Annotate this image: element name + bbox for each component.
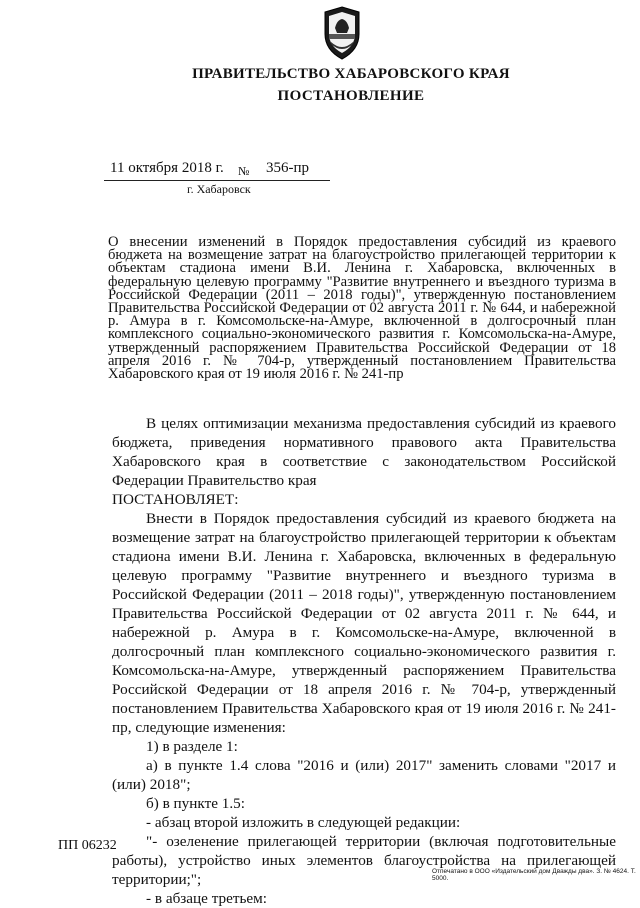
item-1a: а) в пункте 1.4 слова "2016 и (или) 2017" заменить словами "2017 и (или) 2018";: [112, 757, 616, 793]
document-number: 356-пр: [266, 160, 310, 176]
document-date: 11 октября 2018 г.: [110, 160, 224, 176]
item-1: 1) в разделе 1:: [146, 738, 238, 755]
item-1b-second-dash: - в абзаце третьем:: [146, 890, 267, 907]
number-sign: №: [238, 164, 250, 178]
item-1b-first-dash: - абзац второй изложить в следующей редакции:: [146, 814, 461, 831]
preamble-paragraph: В целях оптимизации механизма предоставления субсидий из краевого бюджета, приведения нормативного правового акта Правительства Хабаровского края в соответствие с законодательством Российской Федерации Правительство края: [112, 415, 616, 489]
item-1b-quote: "- озеленение прилегающей территории (включая подготовительные работы), устройство иных элементов благоустройства на прилегающей территории;";: [112, 833, 616, 888]
document-type-heading: ПОСТАНОВЛЕНИЕ: [277, 88, 425, 104]
resolves-heading: ПОСТАНОВЛЯЕТ:: [112, 491, 239, 508]
document-city: г. Хабаровск: [187, 182, 251, 196]
government-heading: ПРАВИТЕЛЬСТВО ХАБАРОВСКОГО КРАЯ: [192, 66, 510, 82]
pp-code: ПП 06232: [58, 838, 117, 853]
printer-footer: Отпечатано в ООО «Издательский дом Дважды два». З. № 4624. Т. 5000.: [432, 868, 636, 882]
document-body: [112, 414, 616, 908]
coat-of-arms-emblem: [321, 6, 363, 60]
main-paragraph: Внести в Порядок предоставления субсидий из краевого бюджета на возмещение затрат на благоустройство прилегающей территории к объектам стадиона имени В.И. Ленина г. Хабаровска, включенных в федеральную целевую программу "Развитие внутреннего и въездного туризма в Российской Федерации (2011 – 2018 годы)", утвержденную постановлением Правительства Российской Федерации от 02 августа 2011 г. № 644, и набережной р. Амура в г. Комсомольске-на-Амуре, включенной в долгосрочный план комплексного социально-экономического развития г. Комсомольска-на-Амуре, утвержденный распоряжением Правительства Российской Федерации от 18 апреля 2016 г. № 704-р, утвержденный постановлением Правительства Хабаровского края от 19 июля 2016 г. № 241-пр, следующие изменения:: [112, 510, 616, 736]
document-title: О внесении изменений в Порядок предоставления субсидий из краевого бюджета на возмещение затрат на благоустройство прилегающей территории к объектам стадиона имени В.И. Ленина г. Хабаровска, включенных в федеральную целевую программу "Развитие внутреннего и въездного туризма в Российской Федерации (2011 – 2018 годы)", утвержденную постановлением Правительства Российской Федерации от 02 августа 2011 г. № 644, и набережной р. Амура в г. Комсомольске-на-Амуре, включенной в долгосрочный план комплексного социально-экономического развития г. Комсомольска-на-Амуре, утвержденный распоряжением Правительства Российской Федерации от 18 апреля 2016 г. № 704-р, утвержденный постановлением Правительства Хабаровского края от 19 июля 2016 г. № 241-пр: [108, 234, 616, 383]
date-number-line: [104, 160, 330, 181]
item-1b: б) в пункте 1.5:: [146, 795, 245, 812]
